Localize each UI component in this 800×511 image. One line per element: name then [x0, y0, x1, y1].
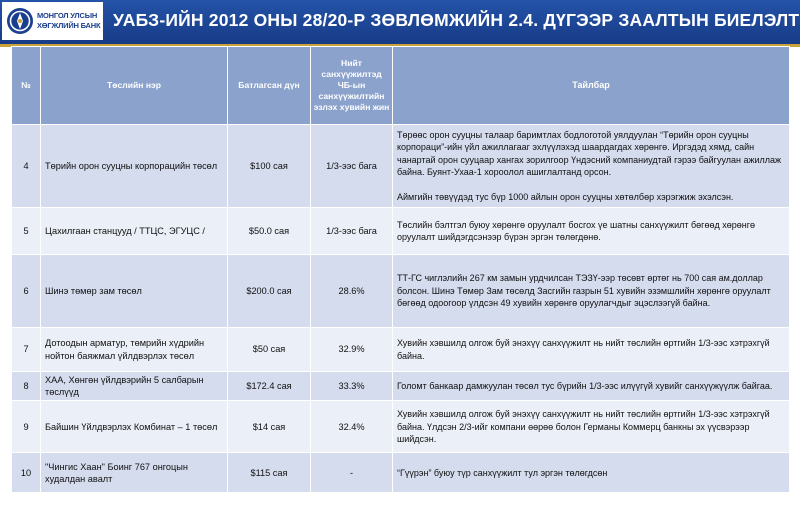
table-row	[12, 328, 790, 372]
row-name: Цахилгаан станцууд / ТТЦС, ЭГУЦС /	[41, 208, 228, 255]
row-name: Дотоодын арматур, төмрийн хүдрийн нойтон баяжмал үйлдвэрлэх төсөл	[41, 328, 228, 372]
row-amount: $50 сая	[228, 328, 311, 372]
table-row	[12, 401, 790, 453]
row-share: 1/3-ээс бага	[311, 208, 393, 255]
table-row	[12, 125, 790, 208]
row-amount: $172.4 сая	[228, 372, 311, 401]
row-name: "Чингис Хаан" Боинг 767 онгоцын худалдан авалт	[41, 453, 228, 493]
table-header-row	[12, 47, 790, 125]
row-share: 1/3-ээс бага	[311, 125, 393, 208]
row-no: 10	[12, 453, 41, 493]
slide-header	[0, 0, 800, 44]
table-row	[12, 208, 790, 255]
row-note: ТТ-ГС чиглэлийн 267 км замын урдчилсан ТЭЗҮ-ээр төсөвт өртөг нь 700 сая ам.доллар болсон. Шинэ Төмөр Зам төсөлд Засгийн газрын 51 хувийн эзэмшлийн хөрөнгө оруулалт бөгөөд одоогоор үлдсэн 49 хувийн хөрөнгө оруулагчдыг эцэслээгүй байна.	[393, 255, 790, 328]
col-header-note: Тайлбар	[393, 47, 790, 125]
row-note: Хувийн хэвшилд олгож буй энэхүү санхүүжилт нь нийт төслийн өртгийн 1/3-ээс хэтрэхгүй байна. Үлдсэн 2/3-ийг компани өөрөө болон Германы Коммерц банкны эх үүсвэрээр шийдсэн.	[393, 401, 790, 453]
row-amount: $100 сая	[228, 125, 311, 208]
col-header-name: Төслийн нэр	[41, 47, 228, 125]
bank-name	[37, 11, 100, 31]
row-name: Шинэ төмөр зам төсөл	[41, 255, 228, 328]
row-note-text-2: Аймгийн төвүүдэд тус бүр 1000 айлын орон сууцны хөтөлбөр хэрэгжиж эхэлсэн.	[397, 191, 734, 202]
row-share: 32.4%	[311, 401, 393, 453]
note-spacer	[397, 179, 785, 191]
row-note: Голомт банкаар дамжуулан төсөл тус бүрийн 1/3-ээс илүүгүй хувийг санхүүжүүлж байгаа.	[393, 372, 790, 401]
row-note	[393, 125, 790, 208]
table-row	[12, 453, 790, 493]
row-name: Төрийн орон сууцны корпорацийн төсөл	[41, 125, 228, 208]
row-amount: $50.0 сая	[228, 208, 311, 255]
row-share: 32.9%	[311, 328, 393, 372]
row-amount: $200.0 сая	[228, 255, 311, 328]
table-row	[12, 372, 790, 401]
row-no: 6	[12, 255, 41, 328]
row-share: 28.6%	[311, 255, 393, 328]
row-note-text: Төрөөс орон сууцны талаар баримтлах бодлоготой уялдуулан “Төрийн орон сууцны корпораци”-ийн үйл ажиллагааг эхлүүлэхэд шаардагдах хөрөнгө. Иргэдэд хямд, сайн чанартай орон сууцаар хангах зорилгоор Үндэсний компаниудтай гэрээ байгуулан ажиллаж байна. Буянт-Ухаа-1 хороолол ашиглалтанд орсон.	[397, 129, 782, 178]
row-amount: $115 сая	[228, 453, 311, 493]
col-header-no: №	[12, 47, 41, 125]
row-no: 4	[12, 125, 41, 208]
page-title: УАБЗ-ИЙН 2012 ОНЫ 28/20-Р ЗӨВЛӨМЖИЙН 2.4. ДҮГЭЭР ЗААЛТЫН БИЕЛЭЛТ	[113, 10, 800, 30]
row-no: 8	[12, 372, 41, 401]
table-row	[12, 255, 790, 328]
row-share: 33.3%	[311, 372, 393, 401]
row-no: 9	[12, 401, 41, 453]
bank-emblem-icon	[6, 7, 34, 35]
bank-name-line2: ХӨГЖЛИЙН БАНК	[37, 21, 101, 30]
row-note: Хувийн хэвшилд олгож буй энэхүү санхүүжилт нь нийт төслийн өртгийн 1/3-ээс хэтрэхгүй байна.	[393, 328, 790, 372]
projects-table	[11, 46, 790, 493]
row-name: ХАА, Хөнгөн үйлдвэрийн 5 салбарын төслүүд	[41, 372, 228, 401]
row-share: -	[311, 453, 393, 493]
bank-logo	[2, 2, 103, 40]
row-note: “Гүүрэн” буюу түр санхүүжилт тул эргэн төлөгдсөн	[393, 453, 790, 493]
row-note: Төслийн бэлтгэл буюу хөрөнгө оруулалт босгох үе шатны санхүүжилт бөгөөд хөрөнгө оруулалт шийдэгдсэнээр бүрэн эргэн төлөгдөнө.	[393, 208, 790, 255]
row-name: Байшин Үйлдвэрлэх Комбинат – 1 төсөл	[41, 401, 228, 453]
row-no: 5	[12, 208, 41, 255]
col-header-amount: Батлагсан дүн	[228, 47, 311, 125]
row-amount: $14 сая	[228, 401, 311, 453]
row-no: 7	[12, 328, 41, 372]
bank-name-line1: МОНГОЛ УЛСЫН	[37, 11, 98, 20]
col-header-share: Нийт санхүүжилтэд ЧБ-ын санхүүжилтийн эзлэх хувийн жин	[311, 47, 393, 125]
